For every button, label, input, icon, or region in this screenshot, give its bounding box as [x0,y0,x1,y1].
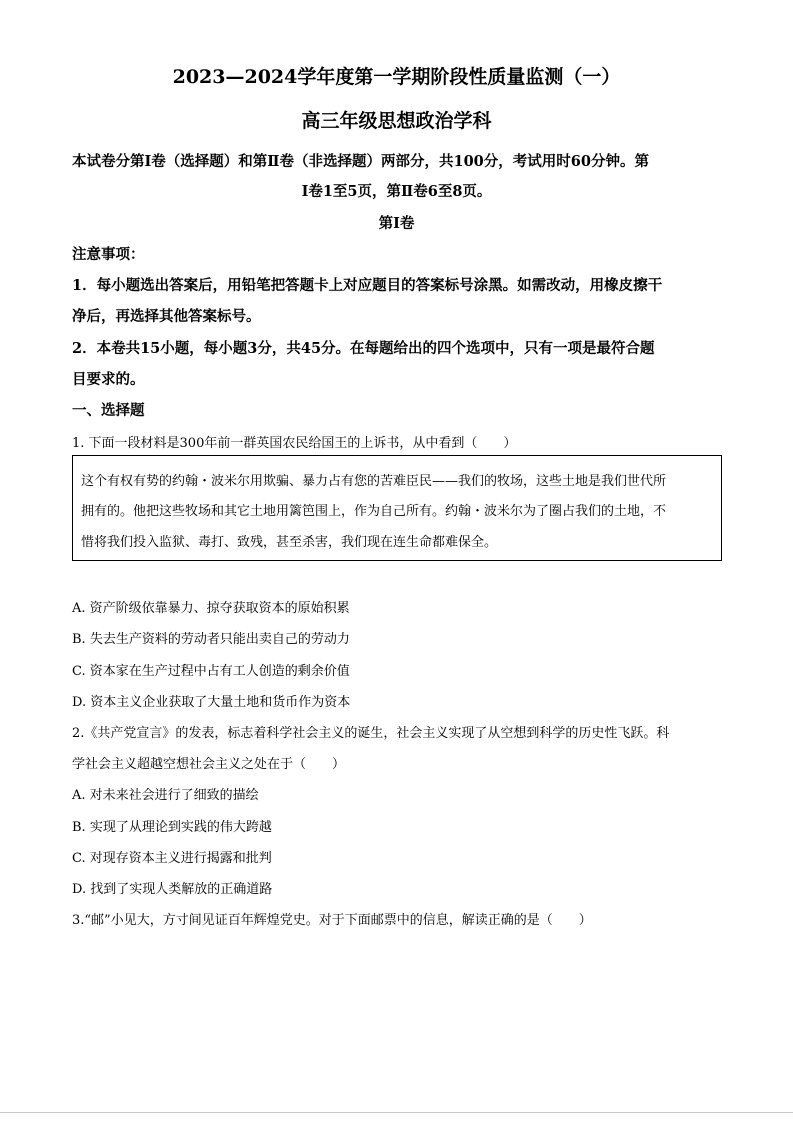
material-line-2: 拥有的。他把这些牧场和其它土地用篱笆围上，作为自己所有。约翰・波米尔为了圈占我们的土地，不 [81,504,667,519]
question-1-option-d: D. 资本主义企业获取了大量土地和货币作为资本 [72,695,351,710]
notes-item-2-line-1: 2．本卷共15小题，每小题3分，共45分。在每题给出的四个选项中，只有一项是最符合题 [72,340,655,357]
volume-title: 第Ⅰ卷 [378,215,415,232]
page-subtitle: 高三年级思想政治学科 [301,110,492,132]
material-line-3: 惜将我们投入监狱、毒打、致残，甚至杀害，我们现在连生命都难保全。 [81,535,498,550]
question-2-stem-line-1: 2.《共产党宣言》的发表，标志着科学社会主义的诞生，社会主义实现了从空想到科学的历史性飞跃。科 [72,726,670,741]
question-1-option-a: A. 资产阶级依靠暴力、掠夺获取资本的原始积累 [72,601,350,616]
question-1-material-box [72,455,722,561]
intro-line-2: Ⅰ卷1至5页，第Ⅱ卷6至8页。 [301,183,492,200]
section-heading: 一、选择题 [72,402,145,419]
question-1-option-c: C. 资本家在生产过程中占有工人创造的剩余价值 [72,664,350,679]
question-1-stem: 1. 下面一段材料是300年前一群英国农民给国王的上诉书，从中看到（ ） [72,436,517,451]
question-2-option-d: D. 找到了实现人类解放的正确道路 [72,882,273,897]
notes-item-1-line-2: 净后，再选择其他答案标号。 [72,308,261,325]
question-2-option-b: B. 实现了从理论到实践的伟大跨越 [72,820,272,835]
notes-item-2-line-2: 目要求的。 [72,371,145,388]
intro-line-1: 本试卷分第Ⅰ卷（选择题）和第Ⅱ卷（非选择题）两部分，共100分，考试用时60分钟。第 [72,153,649,170]
question-1-option-b: B. 失去生产资料的劳动者只能出卖自己的劳动力 [72,632,350,647]
question-2-stem-line-2: 学社会主义超越空想社会主义之处在于（ ） [72,757,346,772]
page-title: 2023—2024学年度第一学期阶段性质量监测（一） [172,66,621,88]
notes-item-1-line-1: 1．每小题选出答案后，用铅笔把答题卡上对应题目的答案标号涂黑。如需改动，用橡皮擦干 [72,277,663,294]
question-2-option-c: C. 对现存资本主义进行揭露和批判 [72,851,272,866]
question-3-stem: 3.“邮”小见大，方寸间见证百年辉煌党史。对于下面邮票中的信息，解读正确的是（ ） [72,913,592,928]
notes-heading: 注意事项： [72,246,145,263]
question-2-option-a: A. 对未来社会进行了细致的描绘 [72,788,259,803]
material-line-1: 这个有权有势的约翰・波米尔用欺骗、暴力占有您的苦难臣民——我们的牧场，这些土地是我们世代所 [81,474,667,489]
page-bottom-rule [0,1112,793,1113]
